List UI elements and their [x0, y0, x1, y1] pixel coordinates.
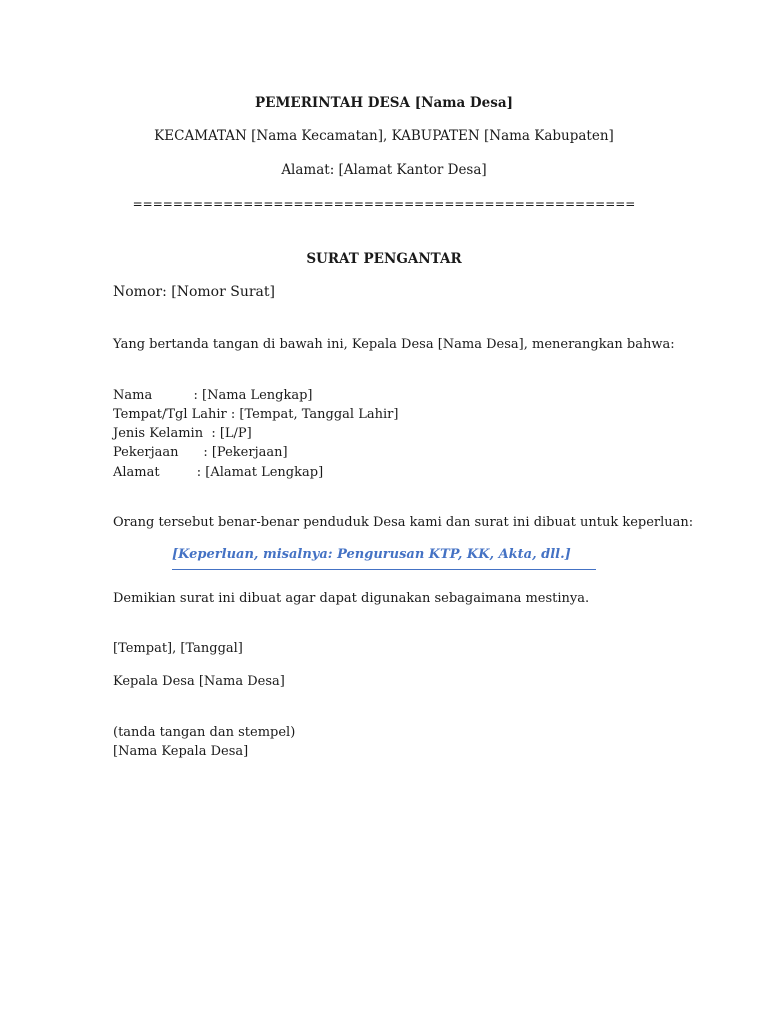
field-nama: Nama : [Nama Lengkap]	[113, 388, 313, 403]
field-tempat-tgl-lahir: Tempat/Tgl Lahir : [Tempat, Tanggal Lahir]	[113, 407, 399, 422]
closing-statement: Demikian surat ini dibuat agar dapat digunakan sebagaimana mestinya.	[113, 591, 590, 606]
letter-number: Nomor: [Nomor Surat]	[113, 284, 275, 300]
government-heading: PEMERINTAH DESA [Nama Desa]	[255, 95, 513, 111]
field-alamat: Alamat : [Alamat Lengkap]	[113, 465, 324, 480]
opening-statement: Yang bertanda tangan di bawah ini, Kepala Desa [Nama Desa], menerangkan bahwa:	[113, 337, 675, 352]
place-date: [Tempat], [Tanggal]	[113, 641, 243, 656]
field-pekerjaan: Pekerjaan : [Pekerjaan]	[113, 445, 288, 460]
signer-name: [Nama Kepala Desa]	[113, 744, 249, 759]
letter-title: SURAT PENGANTAR	[306, 251, 462, 267]
purpose-field[interactable]: [Keperluan, misalnya: Pengurusan KTP, KK, Akta, dll.]	[172, 545, 596, 570]
office-address: Alamat: [Alamat Kantor Desa]	[281, 162, 487, 178]
residency-statement: Orang tersebut benar-benar penduduk Desa kami dan surat ini dibuat untuk keperluan:	[113, 515, 694, 530]
signature-note: (tanda tangan dan stempel)	[113, 725, 296, 740]
district-heading: KECAMATAN [Nama Kecamatan], KABUPATEN [Nama Kabupaten]	[154, 128, 614, 144]
header-separator: ==================================================	[132, 197, 636, 211]
field-jenis-kelamin: Jenis Kelamin : [L/P]	[113, 426, 252, 441]
signer-position: Kepala Desa [Nama Desa]	[113, 674, 285, 689]
